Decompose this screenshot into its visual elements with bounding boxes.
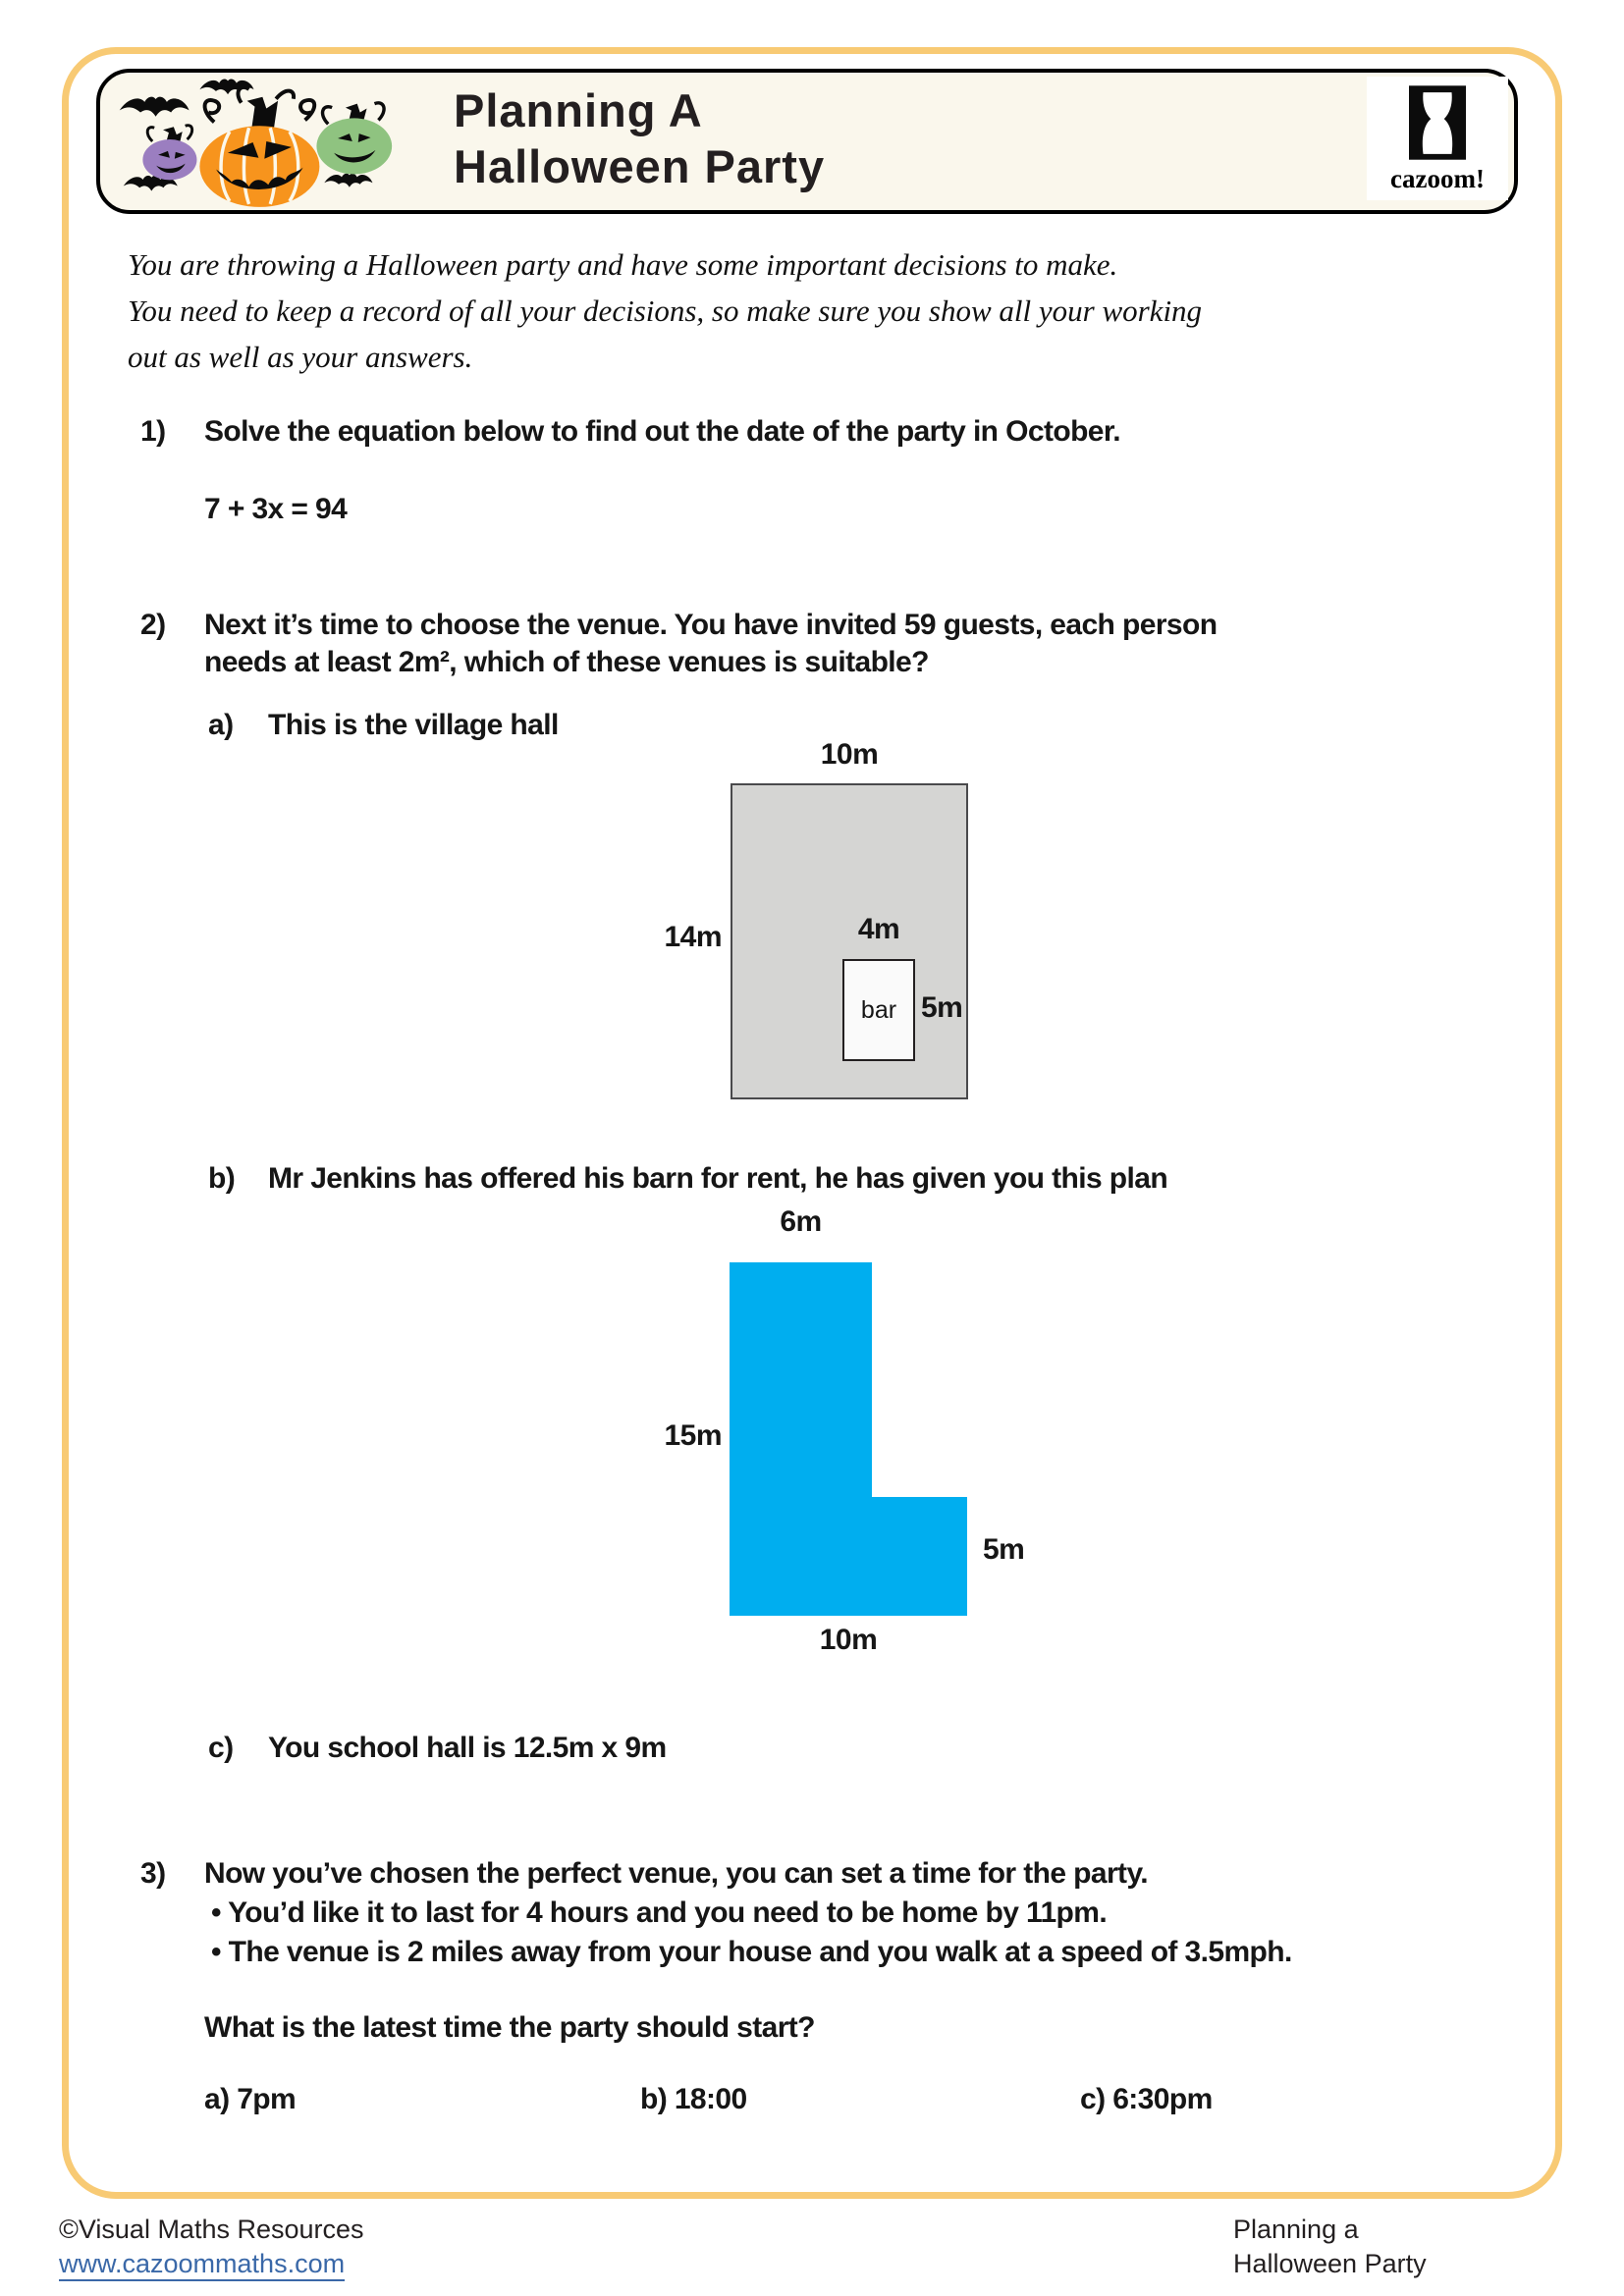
footer-copyright: ©Visual Maths Resources xyxy=(59,2215,364,2244)
barn-left-label: 15m xyxy=(664,1419,722,1452)
footer-doc-title-line1: Planning a xyxy=(1233,2215,1359,2244)
q2c-text: You school hall is 12.5m x 9m xyxy=(268,1732,667,1764)
q3-bullet-1: • You’d like it to last for 4 hours and you need to be home by 11pm. xyxy=(211,1896,1108,1929)
q1-number: 1) xyxy=(140,415,166,448)
q2-text-line2: needs at least 2m², which of these venues is suitable? xyxy=(204,646,929,678)
q3-option-c: c) 6:30pm xyxy=(1080,2083,1213,2115)
bar-width-label: 4m xyxy=(857,913,900,945)
q3-bullet-2: • The venue is 2 miles away from your house and you walk at a speed of 3.5mph. xyxy=(211,1936,1292,1968)
q2b-text: Mr Jenkins has offered his barn for rent, he has given you this plan xyxy=(268,1162,1168,1195)
bar-height-label: 5m xyxy=(921,991,963,1024)
hall-width-label: 10m xyxy=(820,738,879,771)
barn-bottom-label: 10m xyxy=(819,1624,878,1656)
barn-right-label: 5m xyxy=(983,1533,1025,1566)
intro-line-2: You need to keep a record of all your decisions, so make sure you show all your working xyxy=(128,294,1203,328)
bat-icon xyxy=(324,174,372,187)
green-pumpkin-icon xyxy=(316,103,392,175)
purple-pumpkin-icon xyxy=(142,126,196,181)
q2c-label: c) xyxy=(208,1732,234,1764)
q2-text-line1: Next it’s time to choose the venue. You have invited 59 guests, each person xyxy=(204,609,1218,641)
q2-number: 2) xyxy=(140,609,166,641)
cazoom-logo-text: cazoom! xyxy=(1390,164,1485,193)
orange-pumpkin-icon xyxy=(199,87,319,207)
bar-shape xyxy=(842,959,915,1061)
q3-text: Now you’ve chosen the perfect venue, you can set a time for the party. xyxy=(204,1857,1149,1890)
q3-option-b: b) 18:00 xyxy=(640,2083,747,2115)
cazoom-logo xyxy=(1367,77,1508,200)
title-line1: Planning A xyxy=(454,84,703,136)
barn-shape-arm xyxy=(872,1497,967,1616)
intro-line-3: out as well as your answers. xyxy=(128,340,473,374)
title-line2: Halloween Party xyxy=(454,140,826,192)
q2a-label: a) xyxy=(208,709,234,741)
barn-top-label: 6m xyxy=(780,1205,822,1238)
hall-height-label: 14m xyxy=(664,921,722,953)
djembe-drum-icon xyxy=(1409,85,1466,160)
q2b-label: b) xyxy=(208,1162,236,1195)
intro-line-1: You are throwing a Halloween party and have some important decisions to make. xyxy=(128,247,1118,282)
footer-website-text[interactable]: www.cazoommaths.com xyxy=(59,2249,345,2281)
q1-equation: 7 + 3x = 94 xyxy=(204,493,348,525)
footer-website-link[interactable] xyxy=(59,2249,345,2279)
q3-option-a: a) 7pm xyxy=(204,2083,297,2115)
q2a-text: This is the village hall xyxy=(268,709,559,741)
q3-number: 3) xyxy=(140,1857,166,1890)
barn-shape-stem xyxy=(730,1262,872,1616)
halloween-pumpkins-clipart xyxy=(106,71,401,212)
bar-label: bar xyxy=(860,995,897,1024)
q3-question: What is the latest time the party should start? xyxy=(204,2011,815,2044)
q1-text: Solve the equation below to find out the date of the party in October. xyxy=(204,415,1121,448)
bat-icon xyxy=(120,97,189,117)
footer-doc-title-line2: Halloween Party xyxy=(1233,2249,1427,2278)
page-title xyxy=(454,82,825,194)
